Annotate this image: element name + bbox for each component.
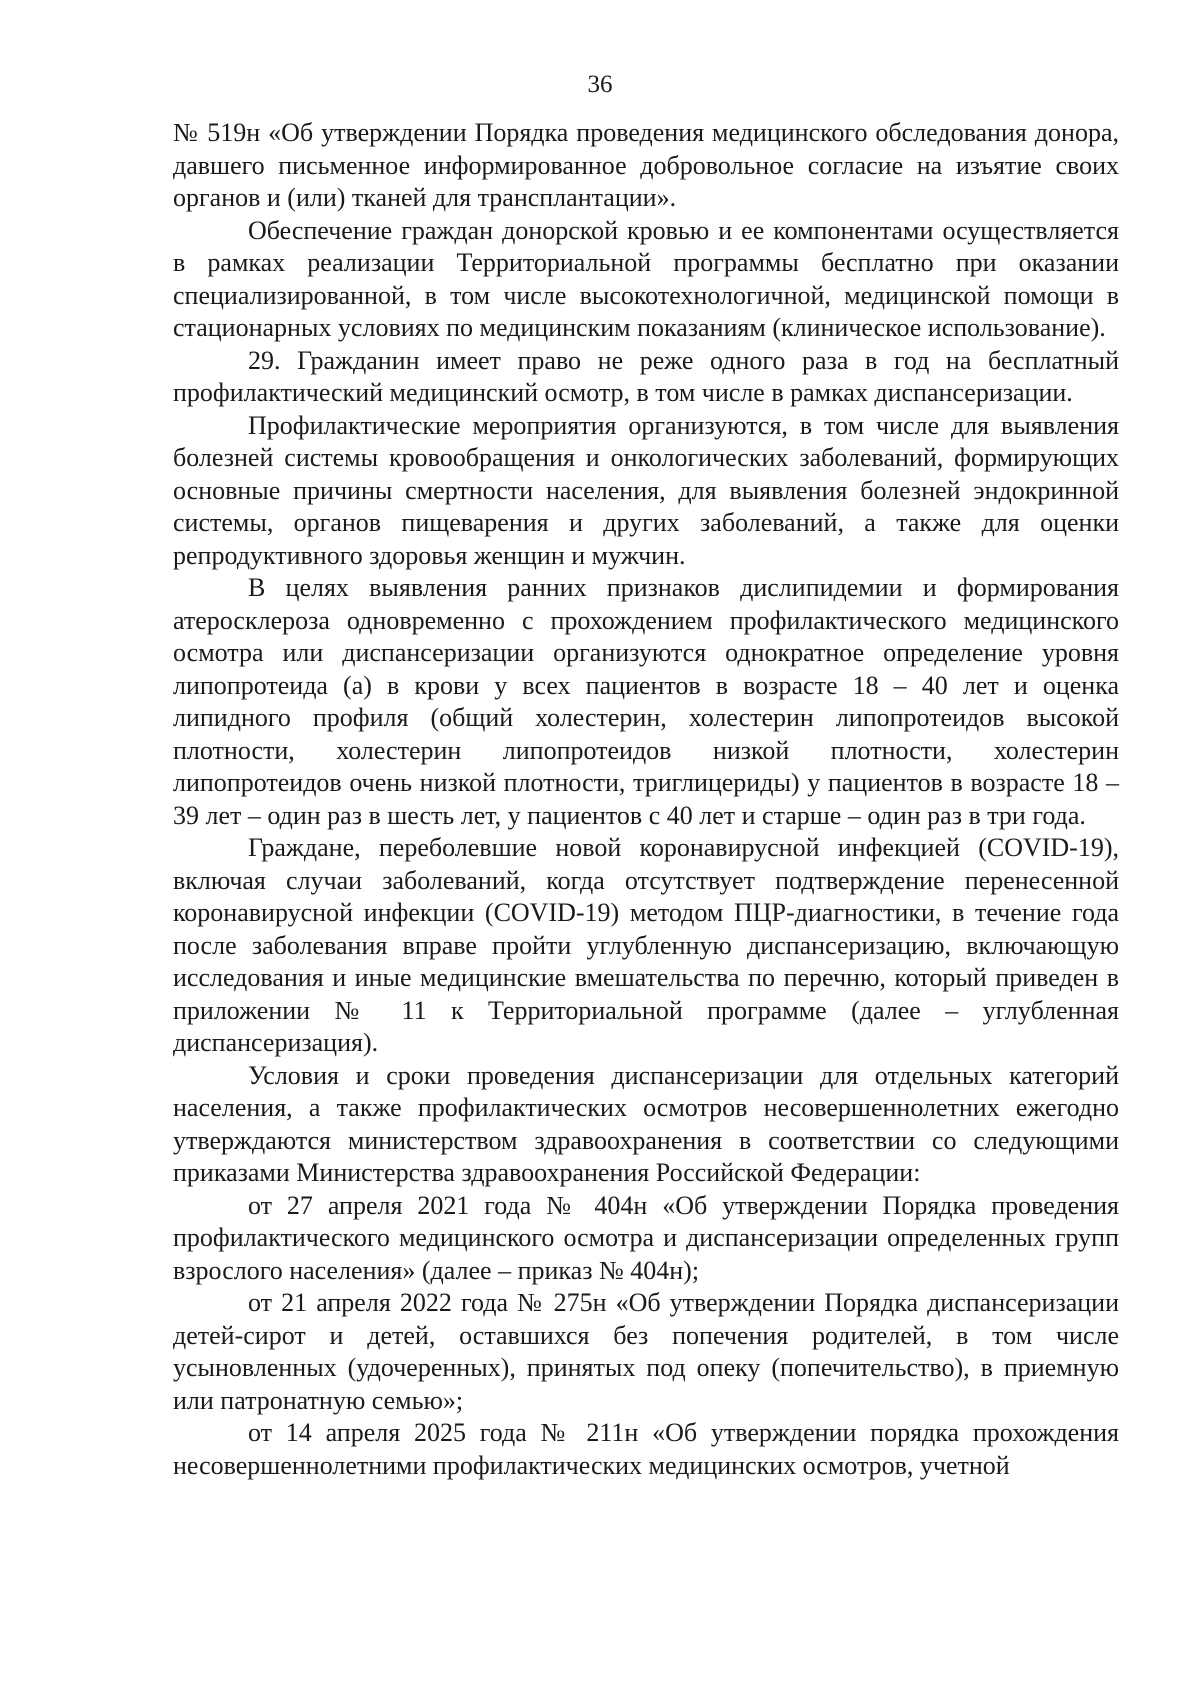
paragraph-donor-blood: Обеспечение граждан донорской кровью и ее компонентами осуществляется в рамках реализации Территориальной программы бесплатно при оказании специализированной, в том числе высокотехнологичной, медицинской помощи в стационарных условиях по медицинским показаниям (клиническое использование). <box>173 215 1119 342</box>
paragraph-order-404n: от 27 апреля 2021 года № 404н «Об утверждении Порядка проведения профилактического медицинского осмотра и диспансеризации определенных групп взрослого населения» (далее – приказ № 404н); <box>173 1190 1119 1285</box>
paragraph-conditions-and-terms: Условия и сроки проведения диспансеризации для отдельных категорий населения, а также профилактических осмотров несовершеннолетних ежегодно утверждаются министерством здравоохранения в соответствии со следующими приказами Министерства здравоохранения Российской Федерации: <box>173 1060 1119 1187</box>
paragraph-order-211n: от 14 апреля 2025 года № 211н «Об утверждении порядка прохождения несовершеннолетними профилактических медицинских осмотров, учетной <box>173 1418 1119 1480</box>
paragraph-order-275n: от 21 апреля 2022 года № 275н «Об утверждении Порядка диспансеризации детей-сирот и детей, оставшихся без попечения родителей, в том числе усыновленных (удочеренных), принятых под опеку (попечительство), в приемную или патронатную семью»; <box>173 1288 1119 1415</box>
paragraph-order-519n-tail: № 519н «Об утверждении Порядка проведения медицинского обследования донора, давшего письменное информированное добровольное согласие на изъятие своих органов и (или) тканей для трансплантации». <box>173 118 1119 212</box>
paragraph-item-29: 29. Гражданин имеет право не реже одного раза в год на бесплатный профилактический медицинский осмотр, в том числе в рамках диспансеризации. <box>173 345 1119 407</box>
paragraph-dyslipidemia: В целях выявления ранних признаков дислипидемии и формирования атеросклероза одновременно с прохождением профилактического медицинского осмотра или диспансеризации организуются однократное определение уровня липопротеида (а) в крови у всех пациентов в возрасте 18 – 40 лет и оценка липидного профиля (общий холестерин, холестерин липопротеидов высокой плотности, холестерин липопротеидов низкой плотности, холестерин липопротеидов очень низкой плотности, триглицериды) у пациентов в возрасте 18 – 39 лет – один раз в шесть лет, у пациентов с 40 лет и старше – один раз в три года. <box>173 573 1119 830</box>
page-number: 36 <box>587 71 613 98</box>
paragraph-covid-19: Граждане, переболевшие новой коронавирусной инфекцией (COVID-19), включая случаи заболеваний, когда отсутствует подтверждение перенесенной коронавирусной инфекции (COVID-19) методом ПЦР-диагностики, в течение года после заболевания вправе пройти углубленную диспансеризацию, включающую исследования и иные медицинские вмешательства по перечню, который приведен в приложении № 11 к Территориальной программе (далее – углубленная диспансеризация). <box>173 833 1119 1057</box>
document-body <box>173 117 1119 1482</box>
paragraph-preventive-measures: Профилактические мероприятия организуются, в том числе для выявления болезней системы кровообращения и онкологических заболеваний, формирующих основные причины смертности населения, для выявления болезней эндокринной системы, органов пищеварения и других заболеваний, а также для оценки репродуктивного здоровья женщин и мужчин. <box>173 410 1119 570</box>
